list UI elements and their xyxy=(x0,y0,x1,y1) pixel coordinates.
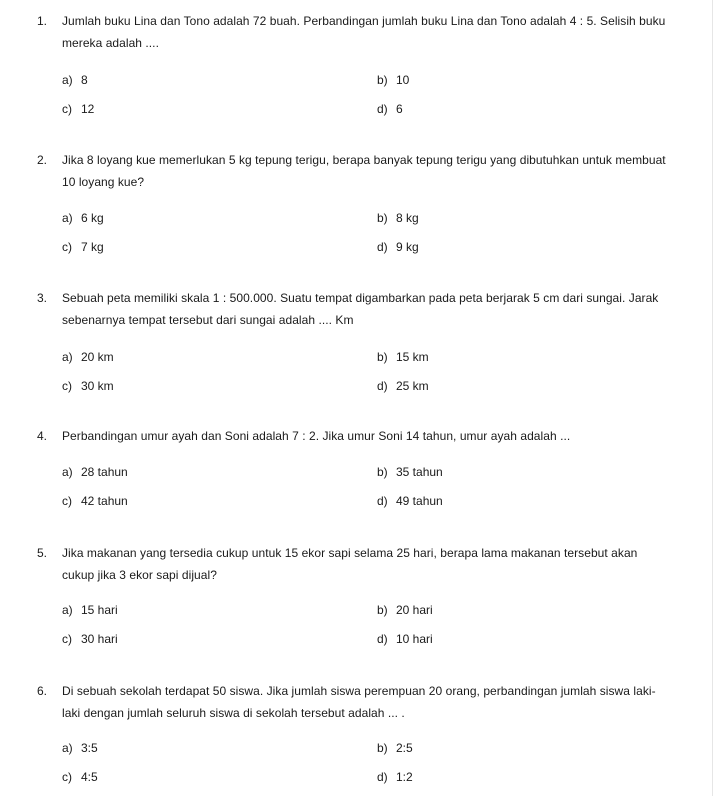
option-a[interactable] xyxy=(62,740,98,756)
question-number: 6. xyxy=(37,684,48,698)
option-text: 8 xyxy=(81,73,88,87)
option-letter: d) xyxy=(377,102,388,116)
option-letter: c) xyxy=(62,240,72,254)
option-letter: a) xyxy=(62,741,73,755)
option-letter: c) xyxy=(62,770,72,784)
question-text-line: Di sebuah sekolah terdapat 50 siswa. Jika jumlah siswa perempuan 20 orang, perbandingan jumlah siswa laki- xyxy=(62,684,656,698)
question-number: 4. xyxy=(37,429,48,443)
question-text-line: Jumlah buku Lina dan Tono adalah 72 buah. Perbandingan jumlah buku Lina dan Tono adalah 4 : 5. Selisih buku xyxy=(62,14,666,28)
option-d[interactable] xyxy=(377,378,429,394)
option-letter: a) xyxy=(62,211,73,225)
option-text: 30 km xyxy=(81,379,114,393)
option-text: 28 tahun xyxy=(81,465,128,479)
option-text: 7 kg xyxy=(81,240,104,254)
option-text: 10 xyxy=(396,73,410,87)
option-letter: b) xyxy=(377,741,388,755)
option-letter: a) xyxy=(62,73,73,87)
option-letter: d) xyxy=(377,379,388,393)
question-text xyxy=(62,149,692,193)
option-letter: b) xyxy=(377,465,388,479)
option-a[interactable] xyxy=(62,349,114,365)
option-letter: b) xyxy=(377,350,388,364)
option-b[interactable] xyxy=(377,602,433,618)
option-text: 6 kg xyxy=(81,211,104,225)
option-d[interactable] xyxy=(377,769,413,785)
option-letter: a) xyxy=(62,465,73,479)
option-letter: c) xyxy=(62,102,72,116)
option-b[interactable] xyxy=(377,210,419,226)
question-text xyxy=(62,425,692,447)
option-letter: c) xyxy=(62,379,72,393)
option-a[interactable] xyxy=(62,464,128,480)
option-text: 1:2 xyxy=(396,770,413,784)
option-b[interactable] xyxy=(377,72,409,88)
option-a[interactable] xyxy=(62,602,118,618)
option-text: 15 hari xyxy=(81,603,118,617)
question-text-line: Jika 8 loyang kue memerlukan 5 kg tepung terigu, berapa banyak tepung terigu yang dibutuhkan untuk membuat xyxy=(62,153,666,167)
question-number: 5. xyxy=(37,546,48,560)
question-text xyxy=(62,10,692,54)
option-b[interactable] xyxy=(377,464,443,480)
question-text-line: Perbandingan umur ayah dan Soni adalah 7 : 2. Jika umur Soni 14 tahun, umur ayah adalah ... xyxy=(62,429,571,443)
option-letter: d) xyxy=(377,240,388,254)
option-text: 20 km xyxy=(81,350,114,364)
option-d[interactable] xyxy=(377,631,433,647)
option-text: 15 km xyxy=(396,350,429,364)
option-text: 10 hari xyxy=(396,632,433,646)
option-text: 4:5 xyxy=(81,770,98,784)
question-text-line: Jika makanan yang tersedia cukup untuk 15 ekor sapi selama 25 hari, berapa lama makanan tersebut akan xyxy=(62,546,638,560)
question-text-line: cukup jika 3 ekor sapi dijual? xyxy=(62,568,217,582)
option-letter: c) xyxy=(62,494,72,508)
option-text: 25 km xyxy=(396,379,429,393)
option-c[interactable] xyxy=(62,378,114,394)
option-letter: d) xyxy=(377,494,388,508)
option-d[interactable] xyxy=(377,493,443,509)
option-text: 9 kg xyxy=(396,240,419,254)
question-text-line: mereka adalah .... xyxy=(62,36,159,50)
option-text: 49 tahun xyxy=(396,494,443,508)
option-a[interactable] xyxy=(62,72,88,88)
option-b[interactable] xyxy=(377,740,413,756)
option-letter: b) xyxy=(377,211,388,225)
option-text: 42 tahun xyxy=(81,494,128,508)
option-letter: d) xyxy=(377,770,388,784)
option-letter: b) xyxy=(377,73,388,87)
option-text: 12 xyxy=(81,102,95,116)
question-number: 1. xyxy=(37,14,48,28)
option-d[interactable] xyxy=(377,101,403,117)
option-c[interactable] xyxy=(62,631,118,647)
question-text-line: Sebuah peta memiliki skala 1 : 500.000. Suatu tempat digambarkan pada peta berjarak 5 cm dari sungai. Jarak xyxy=(62,291,659,305)
question-text-line: sebenarnya tempat tersebut dari sungai adalah .... Km xyxy=(62,313,354,327)
option-text: 6 xyxy=(396,102,403,116)
option-text: 20 hari xyxy=(396,603,433,617)
question-text-line: laki dengan jumlah seluruh siswa di sekolah tersebut adalah ... . xyxy=(62,706,405,720)
option-c[interactable] xyxy=(62,493,128,509)
option-letter: a) xyxy=(62,603,73,617)
option-b[interactable] xyxy=(377,349,429,365)
question-text xyxy=(62,287,692,331)
option-letter: a) xyxy=(62,350,73,364)
option-d[interactable] xyxy=(377,239,419,255)
option-text: 30 hari xyxy=(81,632,118,646)
question-text xyxy=(62,542,692,586)
question-number: 3. xyxy=(37,291,48,305)
option-text: 35 tahun xyxy=(396,465,443,479)
option-letter: c) xyxy=(62,632,72,646)
question-text xyxy=(62,680,692,724)
question-number: 2. xyxy=(37,153,48,167)
option-a[interactable] xyxy=(62,210,104,226)
option-text: 8 kg xyxy=(396,211,419,225)
option-text: 2:5 xyxy=(396,741,413,755)
option-letter: b) xyxy=(377,603,388,617)
option-c[interactable] xyxy=(62,769,98,785)
option-letter: d) xyxy=(377,632,388,646)
option-text: 3:5 xyxy=(81,741,98,755)
option-c[interactable] xyxy=(62,101,94,117)
option-c[interactable] xyxy=(62,239,104,255)
question-text-line: 10 loyang kue? xyxy=(62,175,145,189)
